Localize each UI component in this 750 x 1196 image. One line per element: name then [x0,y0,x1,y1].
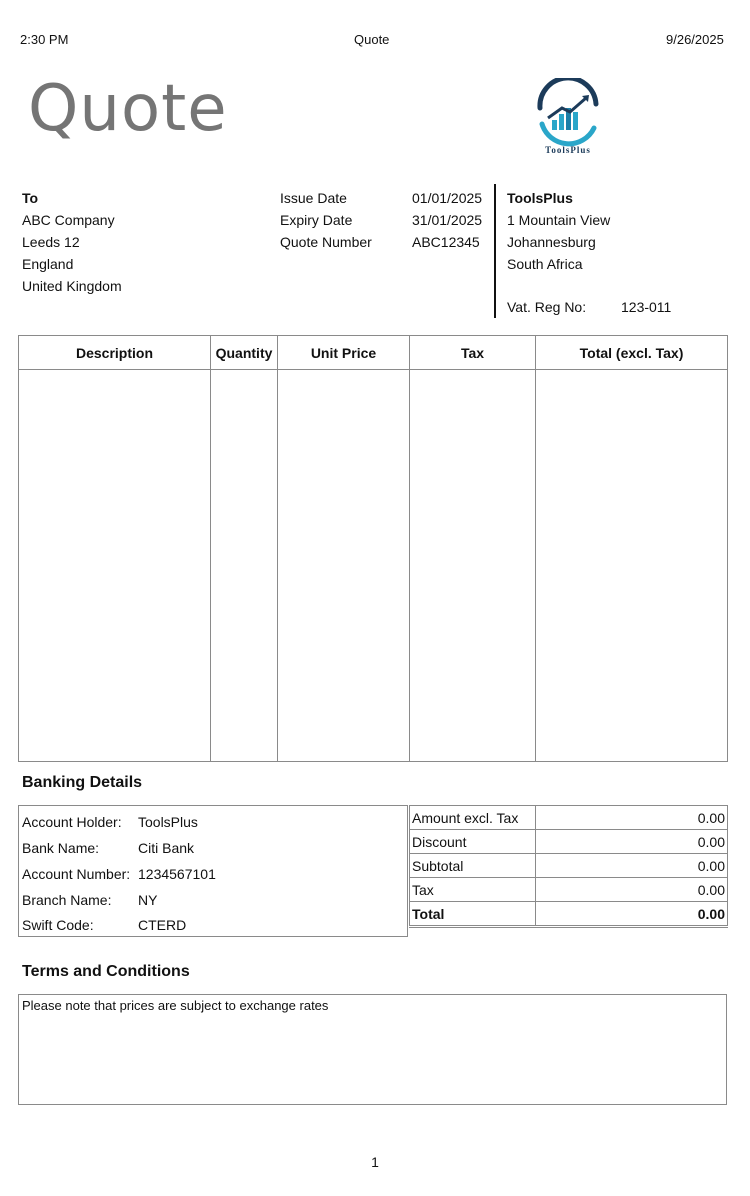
expiry-date-value: 31/01/2025 [412,212,483,228]
expiry-date-label: Expiry Date [280,212,353,228]
items-header-row [19,336,728,370]
header-date: 9/26/2025 [666,32,724,47]
grand-total-value: 0.00 [536,902,728,927]
bank-row [22,861,216,887]
page-title: Quote [28,72,228,146]
totals-label: Tax [410,878,536,902]
to-label: To [22,190,39,206]
company-address-line: South Africa [507,256,583,272]
totals-row [410,854,728,878]
bank-label: Account Holder: [22,814,122,830]
bank-value: 1234567101 [138,866,216,882]
logo-text: ToolsPlus [545,145,591,155]
column-header-total: Total (excl. Tax) [536,336,728,370]
column-header-description: Description [19,336,211,370]
totals-value: 0.00 [536,806,728,830]
bank-label: Account Number: [22,866,131,882]
totals-row [410,830,728,854]
vat-value: 123-011 [621,299,672,315]
banking-details-box [18,805,408,937]
totals-label: Amount excl. Tax [410,806,536,830]
quantity-cell [211,370,278,762]
bank-value: ToolsPlus [138,814,198,830]
totals-value: 0.00 [536,854,728,878]
totals-value: 0.00 [536,830,728,854]
column-header-quantity: Quantity [211,336,278,370]
company-address-line: Johannesburg [507,234,596,250]
bank-value: NY [138,892,158,908]
quote-number-value: ABC12345 [412,234,480,250]
quote-number-label: Quote Number [280,234,372,250]
recipient-line: United Kingdom [22,278,122,294]
description-cell [19,370,211,762]
bank-label: Branch Name: [22,892,112,908]
items-table [18,335,728,762]
bank-row [22,912,186,938]
grand-total-label: Total [410,902,536,927]
banking-title: Banking Details [22,774,143,791]
bank-row [22,809,198,835]
bank-value: CTERD [138,917,187,933]
totals-table [409,805,728,928]
header-doc-title: Quote [354,32,390,47]
terms-text: Please note that prices are subject to exchange rates [22,998,329,1013]
issue-date-value: 01/01/2025 [412,190,483,206]
terms-title: Terms and Conditions [22,963,190,980]
totals-label: Discount [410,830,536,854]
issue-date-label: Issue Date [280,190,347,206]
totals-value: 0.00 [536,878,728,902]
unit-price-cell [278,370,410,762]
bank-row [22,887,157,913]
page-number: 1 [371,1154,379,1170]
bank-label: Swift Code: [22,917,94,933]
terms-box [18,994,727,1105]
bank-label: Bank Name: [22,840,100,856]
bank-value: Citi Bank [138,840,195,856]
company-address-line: 1 Mountain View [507,212,611,228]
grand-total-row [410,902,728,927]
recipient-line: England [22,256,74,272]
totals-row [410,878,728,902]
total-cell [536,370,728,762]
totals-row [410,806,728,830]
header-time: 2:30 PM [20,32,69,47]
vat-label: Vat. Reg No: [507,299,587,315]
recipient-line: ABC Company [22,212,115,228]
company-name: ToolsPlus [507,190,573,206]
column-header-tax: Tax [410,336,536,370]
tax-cell [410,370,536,762]
totals-label: Subtotal [410,854,536,878]
items-body-row [19,370,728,762]
column-header-unit-price: Unit Price [278,336,410,370]
bank-row [22,835,194,861]
recipient-line: Leeds 12 [22,234,80,250]
company-divider [494,184,496,318]
